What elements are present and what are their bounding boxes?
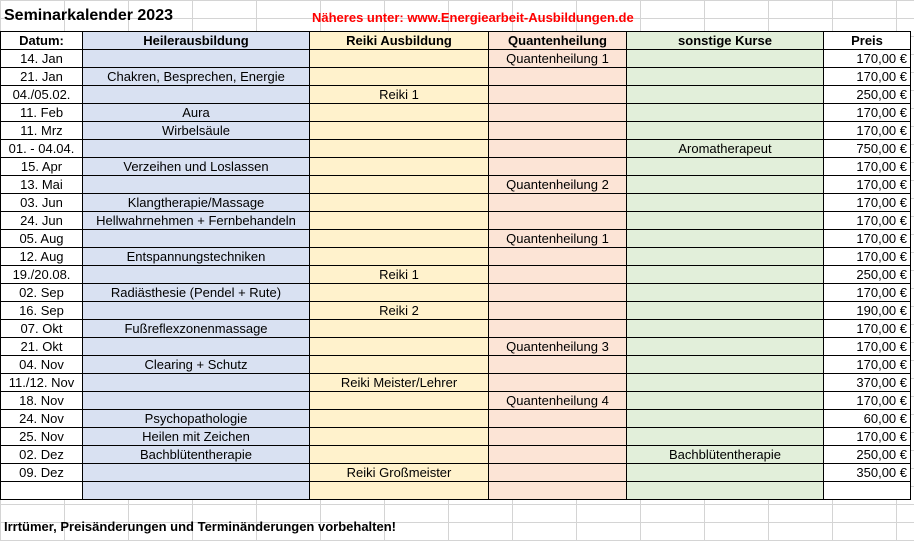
cell-sonstige[interactable] xyxy=(627,302,824,320)
cell-date[interactable]: 02. Dez xyxy=(1,446,83,464)
disclaimer: Irrtümer, Preisänderungen und Terminänderungen vorbehalten! xyxy=(4,519,396,534)
cell-preis[interactable]: 170,00 € xyxy=(824,284,911,302)
cell-heiler[interactable] xyxy=(83,338,310,356)
header-heiler: Heilerausbildung xyxy=(83,32,310,50)
cell-preis[interactable]: 250,00 € xyxy=(824,446,911,464)
cell-preis[interactable]: 170,00 € xyxy=(824,50,911,68)
cell-sonstige[interactable]: Aromatherapeut xyxy=(627,140,824,158)
table-row xyxy=(1,140,911,158)
cell-sonstige[interactable] xyxy=(627,86,824,104)
cell-sonstige[interactable] xyxy=(627,428,824,446)
cell-quanten[interactable]: Quantenheilung 3 xyxy=(489,338,627,356)
cell-preis[interactable]: 170,00 € xyxy=(824,230,911,248)
cell-preis[interactable]: 250,00 € xyxy=(824,266,911,284)
cell-heiler[interactable]: Hellwahrnehmen + Fernbehandeln xyxy=(83,212,310,230)
cell-reiki[interactable]: Reiki Meister/Lehrer xyxy=(310,374,489,392)
cell-quanten[interactable]: Quantenheilung 1 xyxy=(489,230,627,248)
header-row xyxy=(1,32,911,50)
cell-quanten[interactable] xyxy=(489,446,627,464)
cell-reiki[interactable] xyxy=(310,230,489,248)
cell-heiler[interactable] xyxy=(83,302,310,320)
table-row xyxy=(1,374,911,392)
empty-cell[interactable] xyxy=(627,482,824,500)
cell-preis[interactable]: 170,00 € xyxy=(824,428,911,446)
cell-quanten[interactable]: Quantenheilung 4 xyxy=(489,392,627,410)
cell-quanten[interactable] xyxy=(489,248,627,266)
cell-quanten[interactable] xyxy=(489,464,627,482)
table-row xyxy=(1,50,911,68)
cell-heiler[interactable]: Wirbelsäule xyxy=(83,122,310,140)
header-preis: Preis xyxy=(824,32,911,50)
cell-heiler[interactable] xyxy=(83,50,310,68)
cell-sonstige[interactable]: Bachblütentherapie xyxy=(627,446,824,464)
cell-quanten[interactable] xyxy=(489,158,627,176)
cell-preis[interactable]: 250,00 € xyxy=(824,86,911,104)
cell-heiler[interactable]: Fußreflexzonenmassage xyxy=(83,320,310,338)
cell-reiki[interactable] xyxy=(310,446,489,464)
table-row xyxy=(1,392,911,410)
cell-quanten[interactable] xyxy=(489,320,627,338)
cell-date[interactable]: 03. Jun xyxy=(1,194,83,212)
cell-sonstige[interactable] xyxy=(627,338,824,356)
cell-reiki[interactable] xyxy=(310,284,489,302)
cell-preis[interactable]: 350,00 € xyxy=(824,464,911,482)
cell-reiki[interactable]: Reiki Großmeister xyxy=(310,464,489,482)
cell-date[interactable]: 09. Dez xyxy=(1,464,83,482)
table-row xyxy=(1,122,911,140)
cell-date[interactable]: 02. Sep xyxy=(1,284,83,302)
table-row xyxy=(1,338,911,356)
cell-date[interactable]: 04. Nov xyxy=(1,356,83,374)
cell-reiki[interactable] xyxy=(310,104,489,122)
cell-quanten[interactable] xyxy=(489,428,627,446)
table-row xyxy=(1,158,911,176)
cell-preis[interactable]: 170,00 € xyxy=(824,248,911,266)
cell-sonstige[interactable] xyxy=(627,248,824,266)
header-sonstige: sonstige Kurse xyxy=(627,32,824,50)
cell-quanten[interactable]: Quantenheilung 2 xyxy=(489,176,627,194)
cell-heiler[interactable] xyxy=(83,464,310,482)
cell-reiki[interactable] xyxy=(310,140,489,158)
cell-date[interactable]: 24. Nov xyxy=(1,410,83,428)
cell-sonstige[interactable] xyxy=(627,230,824,248)
cell-heiler[interactable]: Entspannungstechniken xyxy=(83,248,310,266)
table-row xyxy=(1,410,911,428)
cell-date[interactable]: 25. Nov xyxy=(1,428,83,446)
cell-preis[interactable]: 170,00 € xyxy=(824,320,911,338)
cell-date[interactable]: 16. Sep xyxy=(1,302,83,320)
cell-heiler[interactable] xyxy=(83,374,310,392)
cell-quanten[interactable] xyxy=(489,374,627,392)
cell-quanten[interactable] xyxy=(489,356,627,374)
cell-reiki[interactable] xyxy=(310,320,489,338)
cell-heiler[interactable]: Radiästhesie (Pendel + Rute) xyxy=(83,284,310,302)
cell-sonstige[interactable] xyxy=(627,410,824,428)
cell-heiler[interactable] xyxy=(83,86,310,104)
cell-reiki[interactable] xyxy=(310,158,489,176)
cell-heiler[interactable]: Aura xyxy=(83,104,310,122)
page-title: Seminarkalender 2023 xyxy=(4,7,173,24)
cell-sonstige[interactable] xyxy=(627,176,824,194)
table-row xyxy=(1,302,911,320)
cell-reiki[interactable] xyxy=(310,50,489,68)
cell-reiki[interactable] xyxy=(310,338,489,356)
cell-quanten[interactable] xyxy=(489,68,627,86)
cell-quanten[interactable] xyxy=(489,104,627,122)
table-row xyxy=(1,230,911,248)
cell-date[interactable]: 19./20.08. xyxy=(1,266,83,284)
cell-heiler[interactable] xyxy=(83,176,310,194)
cell-preis[interactable]: 190,00 € xyxy=(824,302,911,320)
cell-heiler[interactable] xyxy=(83,140,310,158)
cell-preis[interactable]: 750,00 € xyxy=(824,140,911,158)
cell-heiler[interactable] xyxy=(83,392,310,410)
cell-heiler[interactable] xyxy=(83,230,310,248)
table-row xyxy=(1,266,911,284)
cell-quanten[interactable] xyxy=(489,122,627,140)
cell-reiki[interactable] xyxy=(310,356,489,374)
cell-reiki[interactable] xyxy=(310,212,489,230)
table-row xyxy=(1,464,911,482)
cell-sonstige[interactable] xyxy=(627,158,824,176)
table-row xyxy=(1,428,911,446)
cell-date[interactable]: 05. Aug xyxy=(1,230,83,248)
cell-heiler[interactable] xyxy=(83,266,310,284)
cell-date[interactable]: 18. Nov xyxy=(1,392,83,410)
cell-sonstige[interactable] xyxy=(627,50,824,68)
cell-sonstige[interactable] xyxy=(627,68,824,86)
table-row xyxy=(1,194,911,212)
empty-cell[interactable] xyxy=(824,482,911,500)
table-row xyxy=(1,356,911,374)
cell-preis[interactable]: 170,00 € xyxy=(824,356,911,374)
cell-sonstige[interactable] xyxy=(627,212,824,230)
cell-quanten[interactable] xyxy=(489,266,627,284)
cell-reiki[interactable] xyxy=(310,428,489,446)
empty-row xyxy=(1,482,911,500)
table-row xyxy=(1,320,911,338)
cell-preis[interactable]: 170,00 € xyxy=(824,212,911,230)
cell-preis[interactable]: 170,00 € xyxy=(824,104,911,122)
cell-sonstige[interactable] xyxy=(627,284,824,302)
cell-reiki[interactable] xyxy=(310,122,489,140)
cell-reiki[interactable]: Reiki 1 xyxy=(310,86,489,104)
cell-quanten[interactable] xyxy=(489,410,627,428)
header-date: Datum: xyxy=(1,32,83,50)
cell-date[interactable]: 21. Jan xyxy=(1,68,83,86)
cell-quanten[interactable] xyxy=(489,86,627,104)
cell-preis[interactable]: 170,00 € xyxy=(824,68,911,86)
table-row xyxy=(1,446,911,464)
cell-sonstige[interactable] xyxy=(627,356,824,374)
cell-preis[interactable]: 170,00 € xyxy=(824,176,911,194)
cell-date[interactable]: 11. Feb xyxy=(1,104,83,122)
cell-heiler[interactable]: Heilen mit Zeichen xyxy=(83,428,310,446)
cell-date[interactable]: 07. Okt xyxy=(1,320,83,338)
cell-quanten[interactable]: Quantenheilung 1 xyxy=(489,50,627,68)
header-reiki: Reiki Ausbildung xyxy=(310,32,489,50)
cell-date[interactable]: 21. Okt xyxy=(1,338,83,356)
cell-quanten[interactable] xyxy=(489,284,627,302)
table-row xyxy=(1,86,911,104)
cell-quanten[interactable] xyxy=(489,140,627,158)
cell-reiki[interactable] xyxy=(310,248,489,266)
cell-heiler[interactable]: Psychopathologie xyxy=(83,410,310,428)
cell-preis[interactable]: 370,00 € xyxy=(824,374,911,392)
cell-preis[interactable]: 170,00 € xyxy=(824,338,911,356)
cell-sonstige[interactable] xyxy=(627,266,824,284)
cell-date[interactable]: 13. Mai xyxy=(1,176,83,194)
cell-sonstige[interactable] xyxy=(627,464,824,482)
table-row xyxy=(1,176,911,194)
cell-reiki[interactable] xyxy=(310,194,489,212)
cell-date[interactable]: 11./12. Nov xyxy=(1,374,83,392)
cell-date[interactable]: 01. - 04.04. xyxy=(1,140,83,158)
empty-cell[interactable] xyxy=(1,482,83,500)
empty-cell[interactable] xyxy=(83,482,310,500)
cell-reiki[interactable]: Reiki 1 xyxy=(310,266,489,284)
cell-quanten[interactable] xyxy=(489,212,627,230)
cell-preis[interactable]: 170,00 € xyxy=(824,194,911,212)
table-row xyxy=(1,212,911,230)
table-row xyxy=(1,104,911,122)
table-row xyxy=(1,68,911,86)
cell-preis[interactable]: 60,00 € xyxy=(824,410,911,428)
cell-reiki[interactable] xyxy=(310,410,489,428)
cell-sonstige[interactable] xyxy=(627,374,824,392)
cell-sonstige[interactable] xyxy=(627,104,824,122)
website-info: Näheres unter: www.Energiearbeit-Ausbildungen.de xyxy=(312,10,634,25)
table-row xyxy=(1,284,911,302)
table-row xyxy=(1,248,911,266)
cell-date[interactable]: 12. Aug xyxy=(1,248,83,266)
header-quanten: Quantenheilung xyxy=(489,32,627,50)
empty-cell[interactable] xyxy=(310,482,489,500)
empty-cell[interactable] xyxy=(489,482,627,500)
cell-reiki[interactable]: Reiki 2 xyxy=(310,302,489,320)
cell-date[interactable]: 15. Apr xyxy=(1,158,83,176)
seminar-table xyxy=(0,31,911,500)
cell-reiki[interactable] xyxy=(310,392,489,410)
cell-date[interactable]: 11. Mrz xyxy=(1,122,83,140)
cell-date[interactable]: 24. Jun xyxy=(1,212,83,230)
cell-sonstige[interactable] xyxy=(627,194,824,212)
cell-heiler[interactable]: Verzeihen und Loslassen xyxy=(83,158,310,176)
cell-heiler[interactable]: Chakren, Besprechen, Energie xyxy=(83,68,310,86)
cell-quanten[interactable] xyxy=(489,194,627,212)
cell-reiki[interactable] xyxy=(310,176,489,194)
cell-sonstige[interactable] xyxy=(627,392,824,410)
cell-heiler[interactable]: Klangtherapie/Massage xyxy=(83,194,310,212)
cell-heiler[interactable]: Bachblütentherapie xyxy=(83,446,310,464)
cell-preis[interactable]: 170,00 € xyxy=(824,392,911,410)
cell-preis[interactable]: 170,00 € xyxy=(824,158,911,176)
cell-date[interactable]: 14. Jan xyxy=(1,50,83,68)
cell-sonstige[interactable] xyxy=(627,320,824,338)
cell-reiki[interactable] xyxy=(310,68,489,86)
cell-sonstige[interactable] xyxy=(627,122,824,140)
cell-quanten[interactable] xyxy=(489,302,627,320)
cell-date[interactable]: 04./05.02. xyxy=(1,86,83,104)
cell-heiler[interactable]: Clearing + Schutz xyxy=(83,356,310,374)
cell-preis[interactable]: 170,00 € xyxy=(824,122,911,140)
